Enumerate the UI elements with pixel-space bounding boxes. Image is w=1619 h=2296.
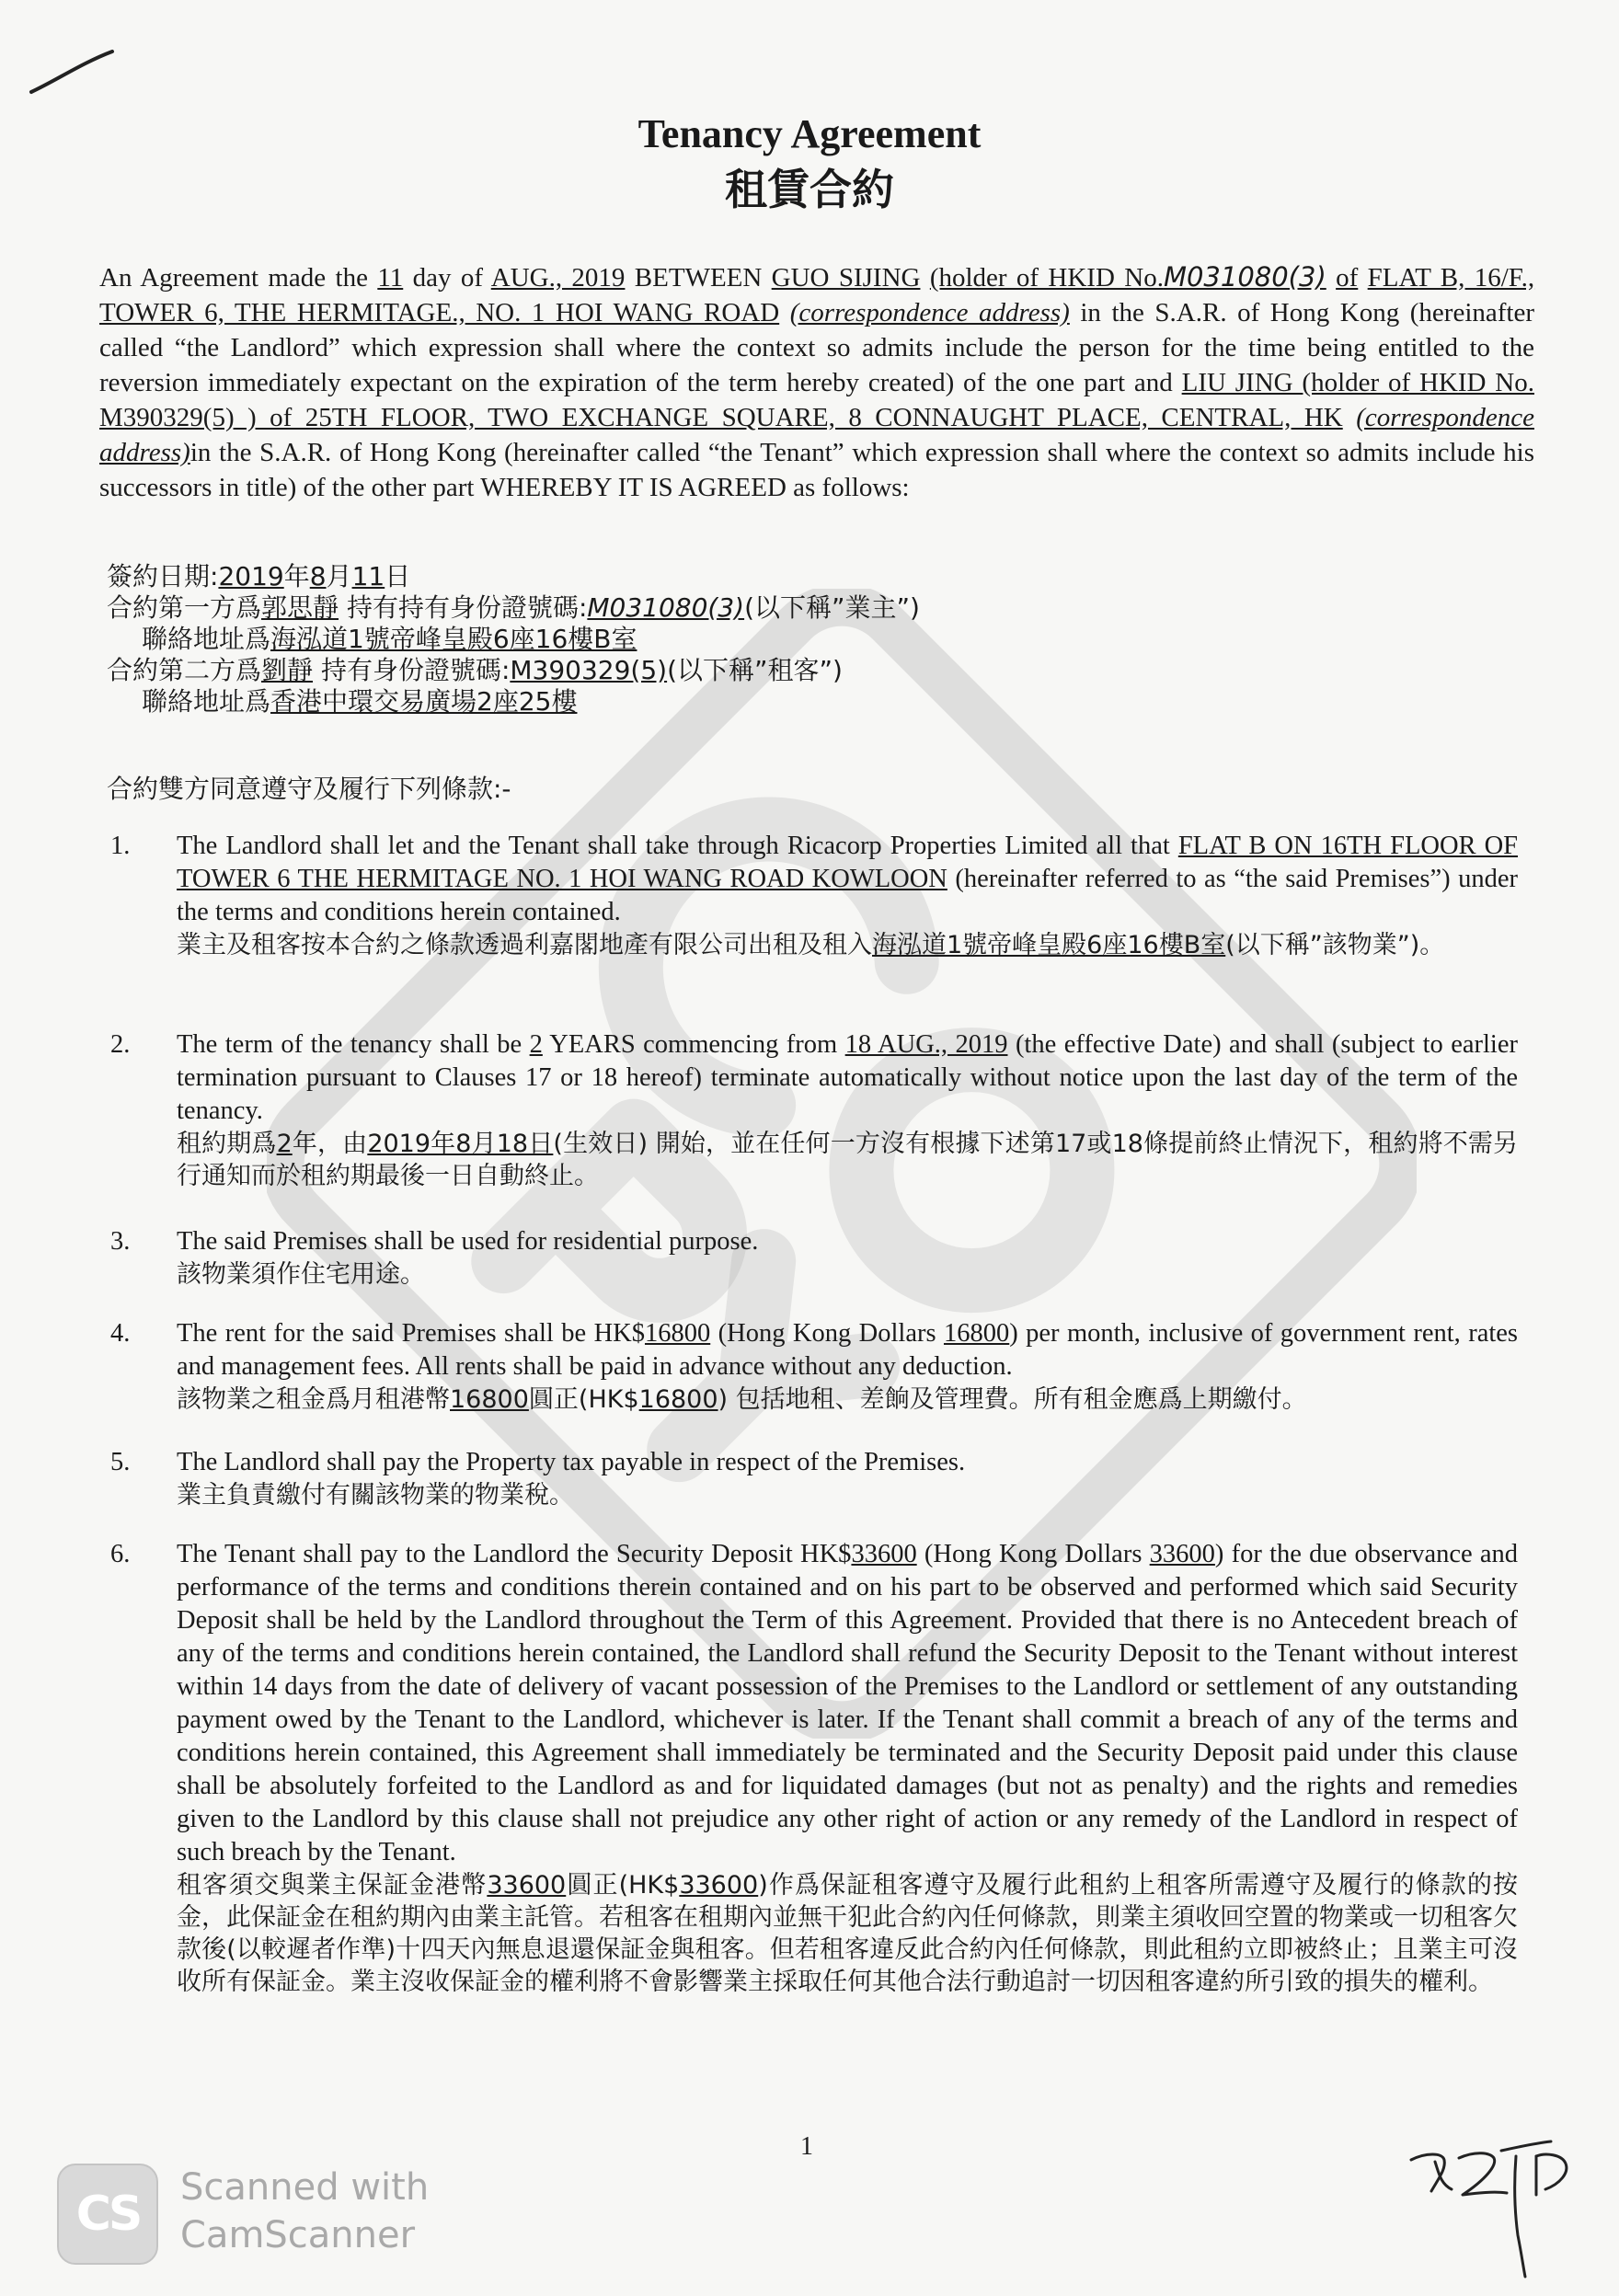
premises-description: FLAT B ON 16TH FLOOR OF TOWER 6 THE HERMITAGE NO. 1 HOI WANG ROAD KOWLOON	[177, 832, 1519, 893]
monthly-rent-chinese: 16800	[450, 1385, 529, 1414]
clause-text: 圓正(HK$	[566, 1871, 680, 1900]
party1-id-handwritten: M031080(3)	[587, 592, 745, 623]
party2-name: 劉靜	[261, 655, 314, 685]
agreement-month-year: AUG., 2019	[490, 263, 626, 293]
date-month: 8	[309, 561, 327, 591]
clause-number: 6.	[110, 1540, 131, 1568]
clause-text: The rent for the said Premises shall be HK$	[177, 1319, 645, 1348]
scanned-with-label: Scanned with	[180, 2166, 430, 2209]
clause-text: The term of the tenancy shall be	[177, 1030, 522, 1059]
clause-text: The Tenant shall pay to the Landlord the Security Deposit HK$	[177, 1540, 852, 1568]
landlord-hkid-handwritten: M031080(3)	[1163, 261, 1326, 293]
party1-suffix: (以下稱”業主”)	[744, 592, 920, 623]
clause-english: The said Premises shall be used for residential purpose.	[177, 1227, 759, 1256]
date-unit: 月	[326, 561, 352, 591]
clause-text: (the effective Date) and shall (subject to earlier termination pursuant to Clauses 17 or 18 hereof) terminate automatically without notice upon the last day of the term of the tenancy.	[177, 1030, 1518, 1125]
agreement-intro-chinese: 合約雙方同意遵守及履行下列條款:-	[107, 774, 511, 804]
clause-text: ) 包括地租、差餉及管理費。所有租金應爲上期繳付。	[718, 1385, 1307, 1414]
party1-id-label: 持有持有身份證號碼:	[346, 592, 588, 623]
clause-chinese	[177, 1383, 1518, 1416]
clause-text: YEARS commencing from	[549, 1030, 838, 1059]
security-deposit-words: 33600	[1149, 1540, 1215, 1568]
party2-id-label: 持有身份證號碼:	[320, 655, 511, 685]
clause-text: 業主及租客按本合約之條款透過利嘉閣地產有限公司出租及租入	[177, 931, 872, 959]
clause-text: (Hong Kong Dollars	[924, 1540, 1142, 1568]
security-deposit-chinese: 33600	[487, 1871, 567, 1900]
clause-number: 5.	[110, 1448, 131, 1476]
clause-2	[110, 1028, 1518, 1192]
clause-text: ) for the due observance and performance of the terms and conditions therein contained and on his part to be observed and performed which said Security Deposit shall be held by the Landlord throughout the Term of this Agreement. Provided that there is no Antecedent breach of any of the terms and conditions herein contained, the Landlord shall refund the Security Deposit to the Tenant without interest within 14 days from the date of delivery of vacant possession of the Premises to the Landlord or settlement of any outstanding payment owed by the Tenant to the Landlord, whichever is later. If the Tenant shall commit a breach of any of the terms and conditions herein contained, this Agreement shall immediately be terminated and the Security Deposit paid under this clause shall be absolutely forfeited to the Landlord as and for liquidated damages (but not as penalty) and the rights and remedies given to the Landlord by this clause shall not prejudice any other right of action or any remedy of the Landlord in respect of such breach by the Tenant.	[177, 1540, 1519, 1866]
preamble-text: day of	[412, 263, 483, 293]
security-deposit: 33600	[851, 1540, 917, 1568]
clause-6	[110, 1538, 1518, 1998]
start-date: 18 AUG., 2019	[844, 1030, 1008, 1059]
camscanner-logo-icon	[57, 2164, 158, 2265]
preamble-text: of	[1336, 263, 1359, 293]
security-deposit-hkd: 33600	[679, 1871, 759, 1900]
clause-english: The Landlord shall pay the Property tax payable in respect of the Premises.	[177, 1448, 966, 1476]
clause-1	[110, 830, 1518, 961]
landlord-address: FLAT B, 16/F., TOWER 6, THE HERMITAGE., NO. 1 HOI WANG ROAD	[99, 263, 1535, 327]
clause-text: )作爲保証租客遵守及履行此租約上租客所需遵守及履行的條款的按金，此保証金在租約期內由業主託管。若租客在租期內並無干犯此合約內任何條款，則業主須收回空置的物業或一切租客欠款後(以較遲者作準)十四天內無息退還保証金與租客。但若租客違反此合約內任何條款，則此租約立即被終止；且業主可沒收所有保証金。業主沒收保証金的權利將不會影響業主採取任何其他合法行動追討一切因租客違約所引致的損失的權利。	[177, 1871, 1518, 1996]
clause-number: 4.	[110, 1319, 131, 1348]
party2-address-label: 聯絡地址爲	[142, 686, 271, 717]
party2-id: M390329(5)	[510, 655, 668, 685]
preamble-text: BETWEEN	[634, 263, 763, 293]
party1-name: 郭思靜	[261, 592, 339, 623]
clause-text: (生效日) 開始，並在任何一方沒有根據下述第17或18條提前終止情況下，租約將不需另行通知而於租約期最後一日自動終止。	[177, 1130, 1519, 1190]
camscanner-logo-text: CS	[75, 2187, 140, 2242]
monthly-rent: 16800	[644, 1319, 711, 1348]
party2-suffix: (以下稱”租客”)	[667, 655, 843, 685]
party1-label: 合約第一方爲	[107, 592, 262, 623]
clause-text: (hereinafter referred to as “the said Premises”) under the terms and conditions herein contained.	[177, 865, 1518, 926]
clause-text: 租約期爲	[177, 1130, 277, 1158]
party2-address: 香港中環交易廣場2座25樓	[270, 686, 578, 717]
preamble-text: An Agreement made the	[99, 263, 368, 293]
clause-text: 該物業之租金爲月租港幣	[177, 1385, 450, 1414]
premises-chinese: 海泓道1號帝峰皇殿6座16樓B室	[872, 931, 1226, 959]
date-label: 簽約日期:	[107, 561, 219, 591]
clause-english	[177, 830, 1518, 929]
party1-line	[107, 592, 1487, 624]
party1-address: 海泓道1號帝峰皇殿6座16樓B室	[270, 624, 637, 654]
clause-text: 圓正(HK$	[528, 1385, 639, 1414]
term-years-chinese: 2	[276, 1130, 293, 1158]
date-unit: 年	[283, 561, 310, 591]
clause-4	[110, 1317, 1518, 1416]
clause-text: ) per month, inclusive of government rent, rates and management fees. All rents shall be paid in advance without any deduction.	[177, 1319, 1519, 1381]
clause-chinese	[177, 929, 1518, 961]
monthly-rent-hkd: 16800	[638, 1385, 718, 1414]
title-chinese: 租賃合約	[725, 165, 894, 214]
party2-address-line	[107, 686, 1487, 718]
chinese-party-info	[107, 561, 1487, 718]
handwritten-initials-signature	[1398, 2107, 1591, 2281]
clause-english	[177, 1028, 1518, 1128]
tenant-details: LIU JING (holder of HKID No. M390329(5) ) of 25TH FLOOR, TWO EXCHANGE SQUARE, 8 CONNAUGHT PLACE, CENTRAL, HK	[99, 368, 1534, 432]
clause-chinese: 該物業須作住宅用途。	[177, 1260, 425, 1289]
monthly-rent-words: 16800	[943, 1319, 1010, 1348]
date-day: 11	[351, 561, 385, 591]
date-year: 2019	[218, 561, 284, 591]
party1-address-label: 聯絡地址爲	[142, 624, 271, 654]
clause-text: (以下稱”該物業”)。	[1225, 931, 1445, 959]
correspondence-address-note: (correspondence address)	[99, 403, 1534, 467]
clause-english	[177, 1538, 1518, 1869]
clause-chinese: 業主負責繳付有關該物業的物業稅。	[177, 1481, 574, 1510]
camscanner-watermark-text	[180, 2164, 429, 2259]
start-date-chinese: 2019年8月18日	[367, 1130, 554, 1158]
clause-number: 3.	[110, 1227, 131, 1256]
preamble-paragraph	[99, 259, 1534, 505]
clause-5	[110, 1446, 1518, 1511]
camscanner-label: CamScanner	[180, 2214, 416, 2256]
signing-date-line	[107, 561, 1487, 592]
clause-text: 年，由	[292, 1130, 368, 1158]
clause-number: 1.	[110, 832, 131, 860]
party2-line	[107, 655, 1487, 686]
clause-3	[110, 1225, 1518, 1291]
pen-stroke-mark	[28, 46, 120, 101]
party1-address-line	[107, 624, 1487, 655]
clause-text: The Landlord shall let and the Tenant shall take through Ricacorp Properties Limited all that	[177, 832, 1170, 860]
landlord-name: GUO SIJING	[771, 263, 921, 293]
party2-label: 合約第二方爲	[107, 655, 262, 685]
agreement-day: 11	[377, 263, 404, 293]
preamble-text: (holder of HKID No.	[929, 263, 1164, 293]
date-unit: 日	[385, 561, 411, 591]
title-english: Tenancy Agreement	[637, 111, 982, 156]
clause-chinese	[177, 1128, 1518, 1192]
clause-text: (Hong Kong Dollars	[718, 1319, 936, 1348]
clause-chinese	[177, 1869, 1518, 1998]
clause-number: 2.	[110, 1030, 131, 1059]
page-number: 1	[800, 2132, 813, 2161]
clause-text: 租客須交與業主保証金港幣	[177, 1871, 488, 1900]
preamble-text: in the S.A.R. of Hong Kong (hereinafter called “the Tenant” which expression shall where the context so admits include his successors in title) of the other part WHEREBY IT IS AGREED as follows:	[99, 438, 1534, 502]
term-years: 2	[529, 1030, 543, 1059]
correspondence-address-note: (correspondence address)	[789, 298, 1070, 327]
preamble-text: in the S.A.R. of Hong Kong (hereinafter called “the Landlord” which expression shall where the context so admits include the person for the time being entitled to the reversion immediately expectant on the expiration of the term hereby created) of the one part and	[99, 298, 1534, 397]
clause-english	[177, 1317, 1518, 1383]
